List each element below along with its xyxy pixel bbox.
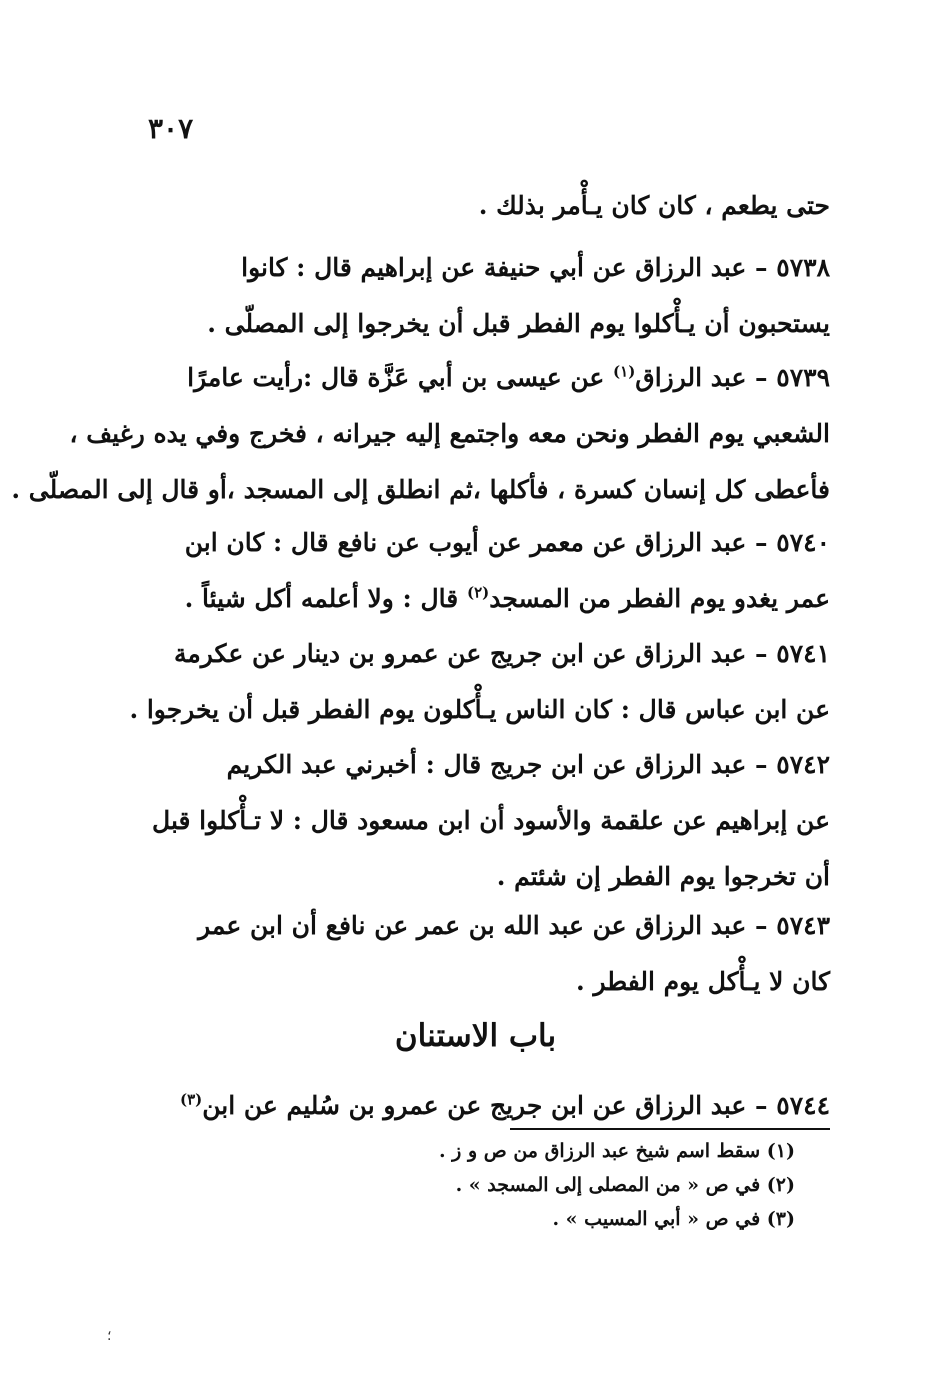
stray-ink-mark: ؛ (107, 1328, 112, 1344)
text-line (140, 515, 830, 571)
hadith-text: عن عيسى بن أبي عَزَّة قال :رأيت عامرًا (187, 363, 605, 392)
text-line: عن ابن عباس قال : كان الناس يـأْكلون يوم الفطر قبل أن يخرجوا . (129, 695, 830, 724)
footnote-2: (٢) في ص « من المصلى إلى المسجد » . (455, 1174, 795, 1196)
footnote-ref: (٢) (466, 583, 490, 602)
hadith-number: ٥٧٤٤ (776, 1091, 830, 1120)
text-line (140, 240, 830, 296)
footnote-1: (١) سقط اسم شيخ عبد الرزاق من ص و ز . (438, 1140, 795, 1162)
text-line (140, 350, 830, 406)
footnotes (300, 1134, 795, 1236)
hadith-text: – عبد الرزاق عن ابن جريج عن عمرو بن دينار عن عكرمة (173, 639, 768, 668)
chapter-title: باب الاستنان (394, 1018, 557, 1054)
intro-paragraph (140, 178, 830, 234)
hadith-5742 (140, 737, 830, 905)
hadith-5741 (129, 626, 830, 738)
text-line: حتى يطعم ، كان كان يـأْمر بذلك . (478, 191, 830, 220)
hadith-text: عمر يغدو يوم الفطر من المسجد (489, 584, 830, 613)
page-number: ٣٠٧ (148, 112, 194, 145)
hadith-5739 (11, 350, 830, 518)
hadith-text: – عبد الرزاق عن أبي حنيفة عن إبراهيم قال : كانوا (241, 253, 768, 282)
hadith-text: – عبد الرزاق عن عبد الله بن عمر عن نافع أن ابن عمر (198, 911, 768, 940)
hadith-number: ٥٧٤٣ (776, 911, 830, 940)
footnote-3: (٣) في ص « أبي المسيب » . (552, 1208, 795, 1230)
text-line: الشعبي يوم الفطر ونحن معه واجتمع إليه جيرانه ، فخرج وفي يده رغيف ، (69, 419, 830, 448)
hadith-number: ٥٧٤٢ (776, 750, 830, 779)
hadith-number: ٥٧٣٨ (776, 253, 830, 282)
text-line (140, 898, 830, 954)
footnote-ref: (٣) (179, 1090, 203, 1109)
hadith-number: ٥٧٤١ (776, 639, 830, 668)
hadith-number: ٥٧٤٠ (776, 528, 830, 557)
text-line: فأعطى كل إنسان كسرة ، فأكلها ،ثم انطلق إلى المسجد ،أو قال إلى المصلّى . (11, 475, 830, 504)
hadith-5738 (140, 240, 830, 352)
text-line: يستحبون أن يـأْكلوا يوم الفطر قبل أن يخرجوا إلى المصلّى . (207, 309, 830, 338)
text-line (140, 1078, 830, 1134)
footnote-divider (510, 1128, 830, 1130)
hadith-text: – عبد الرزاق عن ابن جريج عن عمرو بن سُليم عن ابن (202, 1091, 768, 1120)
hadith-text: – عبد الرزاق (635, 363, 768, 392)
hadith-5744 (140, 1078, 830, 1134)
text-line (140, 737, 830, 793)
hadith-5743 (140, 898, 830, 1010)
text-line: كان لا يـأْكل يوم الفطر . (576, 967, 830, 996)
hadith-text: – عبد الرزاق عن ابن جريج قال : أخبرني عبد الكريم (226, 750, 768, 779)
hadith-number: ٥٧٣٩ (776, 363, 830, 392)
hadith-text: – عبد الرزاق عن معمر عن أيوب عن نافع قال : كان ابن (184, 528, 768, 557)
hadith-text: قال : ولا أعلمه أكل شيئاً . (184, 584, 459, 613)
text-line: أن تخرجوا يوم الفطر إن شئتم . (496, 862, 830, 891)
footnote-ref: (١) (613, 362, 636, 381)
hadith-5740 (140, 515, 830, 627)
text-line: عن إبراهيم عن علقمة والأسود أن ابن مسعود قال : لا تـأْكلوا قبل (152, 806, 830, 835)
text-line (140, 571, 830, 627)
text-line (140, 626, 830, 682)
